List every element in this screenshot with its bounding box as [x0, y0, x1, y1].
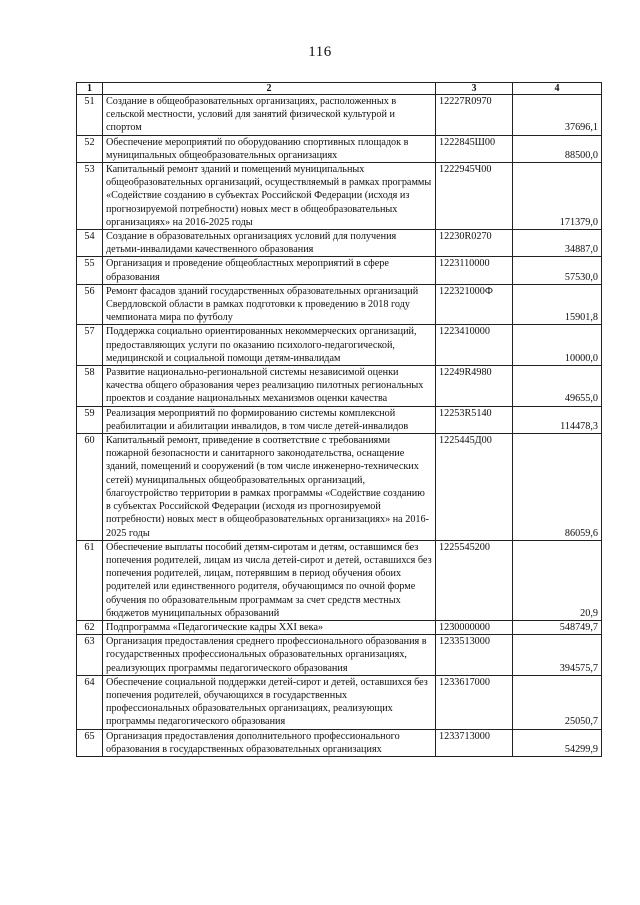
row-name: Поддержка социально ориентированных некоммерческих организаций, предоставляющих услуги по оказанию психолого-педагогической, медицинской и социальной помощи детям-инвалидам	[103, 325, 436, 366]
row-amount: 25050,7	[513, 675, 602, 729]
table-row	[77, 230, 602, 257]
row-amount: 34887,0	[513, 230, 602, 257]
row-amount: 15901,8	[513, 284, 602, 325]
row-number: 63	[77, 635, 103, 676]
table-row	[77, 729, 602, 756]
table-row	[77, 434, 602, 541]
row-number: 55	[77, 257, 103, 284]
row-code: 1225445Д00	[436, 434, 513, 541]
row-name: Обеспечение мероприятий по оборудованию спортивных площадок в муниципальных общеобразовательных организациях	[103, 135, 436, 162]
row-name: Организация предоставления дополнительного профессионального образования в государственных образовательных организациях	[103, 729, 436, 756]
row-code: 1233713000	[436, 729, 513, 756]
row-name: Реализация мероприятий по формированию системы комплексной реабилитации и абилитации инвалидов, в том числе детей-инвалидов	[103, 406, 436, 433]
row-code: 1233617000	[436, 675, 513, 729]
row-name: Организация и проведение общеобластных мероприятий в сфере образования	[103, 257, 436, 284]
table-row	[77, 325, 602, 366]
row-number: 51	[77, 95, 103, 136]
row-name: Организация предоставления среднего профессионального образования в государственных профессиональных образовательных организациях, реализующих программы педагогического образования	[103, 635, 436, 676]
row-name: Капитальный ремонт, приведение в соответствие с требованиями пожарной безопасности и санитарного законодательства, оснащение зданий, помещений и сооружений (в том числе инженерно-технических сетей) муниципальных общеобразовательных организаций, благоустройство территории в рамках программы «Содействие созданию в субъектах Российской Федерации (исходя из прогнозируемой потребности) новых мест в общеобразовательных организациях» на 2016-2025 годы	[103, 434, 436, 541]
row-number: 59	[77, 406, 103, 433]
row-number: 65	[77, 729, 103, 756]
row-code: 12230R0270	[436, 230, 513, 257]
row-number: 56	[77, 284, 103, 325]
table-row	[77, 95, 602, 136]
row-code: 1223110000	[436, 257, 513, 284]
row-code: 1225545200	[436, 540, 513, 620]
row-name: Создание в образовательных организациях условий для получения детьми-инвалидами качественного образования	[103, 230, 436, 257]
table-row	[77, 366, 602, 407]
table-row	[77, 675, 602, 729]
table-row	[77, 406, 602, 433]
row-number: 58	[77, 366, 103, 407]
row-name: Обеспечение социальной поддержки детей-сирот и детей, оставшихся без попечения родителей, обучающихся в государственных профессиональных образовательных организациях, реализующих программы педагогического образования	[103, 675, 436, 729]
table-row	[77, 620, 602, 634]
row-amount: 37696,1	[513, 95, 602, 136]
row-name: Создание в общеобразовательных организациях, расположенных в сельской местности, условий для занятий физической культурой и спортом	[103, 95, 436, 136]
row-code: 1233513000	[436, 635, 513, 676]
row-name: Капитальный ремонт зданий и помещений муниципальных общеобразовательных организаций, осуществляемый в рамках программы «Содействие созданию в субъектах Российской Федерации (исходя из прогнозируемой потребности) новых мест в общеобразовательных организациях» на 2016-2025 годы	[103, 163, 436, 230]
row-name: Ремонт фасадов зданий государственных образовательных организаций Свердловской области в рамках подготовки к проведению в 2018 году чемпионата мира по футболу	[103, 284, 436, 325]
row-code: 1222845Ш00	[436, 135, 513, 162]
row-code: 122321000Ф	[436, 284, 513, 325]
row-amount: 548749,7	[513, 620, 602, 634]
table-row	[77, 163, 602, 230]
row-amount: 57530,0	[513, 257, 602, 284]
row-amount: 86059,6	[513, 434, 602, 541]
row-code: 12227R0970	[436, 95, 513, 136]
row-name: Развитие национально-региональной системы независимой оценки качества общего образования через реализацию пилотных региональных проектов и создание национальных механизмов оценки качества	[103, 366, 436, 407]
row-number: 53	[77, 163, 103, 230]
row-amount: 20,9	[513, 540, 602, 620]
row-code: 1222945Ч00	[436, 163, 513, 230]
row-number: 62	[77, 620, 103, 634]
row-amount: 171379,0	[513, 163, 602, 230]
row-number: 57	[77, 325, 103, 366]
row-amount: 54299,9	[513, 729, 602, 756]
column-header-name: 2	[103, 83, 436, 95]
row-number: 54	[77, 230, 103, 257]
column-header-amount: 4	[513, 83, 602, 95]
row-amount: 49655,0	[513, 366, 602, 407]
row-amount: 114478,3	[513, 406, 602, 433]
table-row	[77, 257, 602, 284]
row-amount: 88500,0	[513, 135, 602, 162]
row-code: 1223410000	[436, 325, 513, 366]
column-header-code: 3	[436, 83, 513, 95]
row-amount: 10000,0	[513, 325, 602, 366]
row-number: 52	[77, 135, 103, 162]
row-amount: 394575,7	[513, 635, 602, 676]
row-code: 12249R4980	[436, 366, 513, 407]
row-number: 60	[77, 434, 103, 541]
row-name: Обеспечение выплаты пособий детям-сиротам и детям, оставшимся без попечения родителей, лицам из числа детей-сирот и детей, оставшихся без попечения родителей, лицам, потерявшим в период обучения обоих родителей или единственного родителя, обучающимся по очной форме обучения по образовательным программам за счет средств местных бюджетов муниципальных образований	[103, 540, 436, 620]
row-name: Подпрограмма «Педагогические кадры XXI века»	[103, 620, 436, 634]
page-number: 116	[308, 44, 332, 60]
table-row	[77, 135, 602, 162]
table-row	[77, 540, 602, 620]
table-row	[77, 635, 602, 676]
table-header-row	[77, 83, 602, 95]
row-number: 64	[77, 675, 103, 729]
table-row	[77, 284, 602, 325]
row-code: 1230000000	[436, 620, 513, 634]
row-code: 12253R5140	[436, 406, 513, 433]
column-header-number: 1	[77, 83, 103, 95]
budget-table	[76, 82, 602, 757]
row-number: 61	[77, 540, 103, 620]
